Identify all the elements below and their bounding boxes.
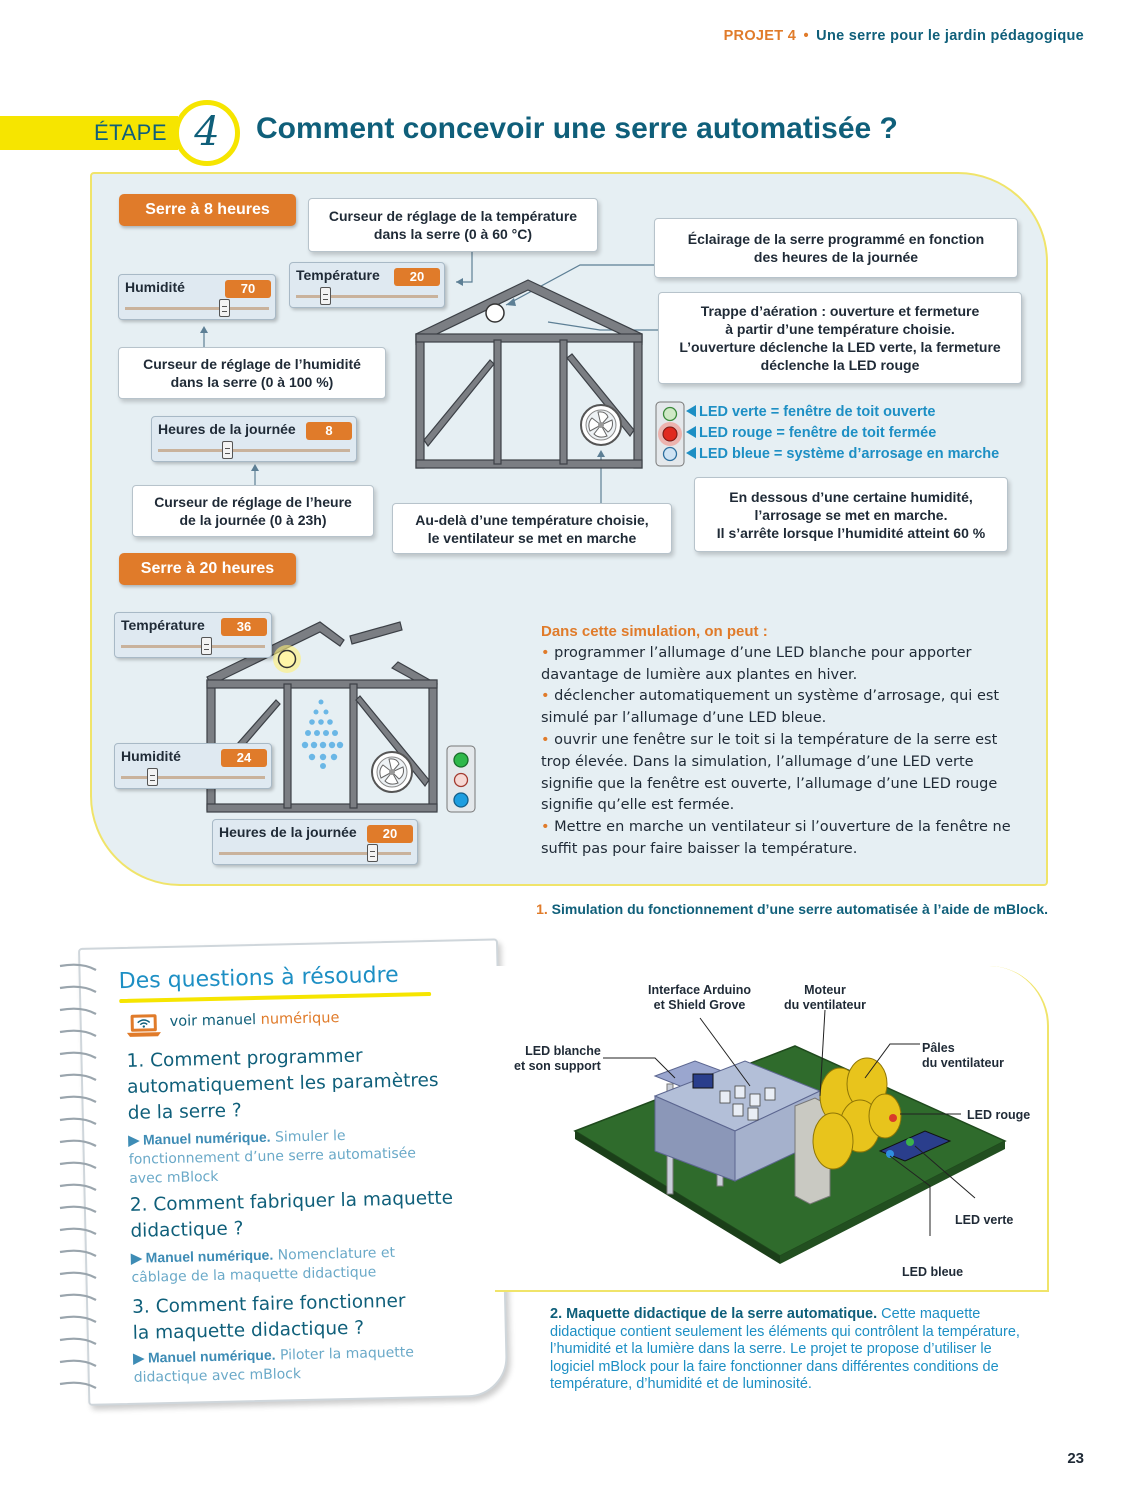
legend-text: LED verte = fenêtre de toit ouverte (699, 404, 936, 420)
pointer-icon (686, 447, 696, 459)
simulation-description (541, 621, 1017, 861)
callout-text: Au-delà d’une température choisie, le ventilateur se met en marche (415, 511, 649, 546)
voir-text: voir manuel (169, 1011, 257, 1030)
callout-hatch (658, 292, 1022, 384)
callout-text: Éclairage de la serre programmé en fonction des heures de la journée (687, 231, 985, 265)
project-subtitle: Une serre pour le jardin pédagogique (816, 28, 1084, 44)
caption-number: 2. (550, 1306, 563, 1322)
question-2: 2. Comment fabriquer la maquette didactique ? (129, 1187, 454, 1242)
humidity-slider-morning[interactable] (118, 274, 276, 320)
page-number: 23 (1067, 1450, 1084, 1467)
header-separator: • (803, 28, 809, 44)
bullet-text: Mettre en marche un ventilateur si l’ouverture de la fenêtre ne suffit pas pour faire baisser la température. (541, 819, 1011, 857)
callout-hour-cursor (132, 485, 374, 537)
simulation-bullet: • Mettre en marche un ventilateur si l’ouverture de la fenêtre ne suffit pas pour faire baisser la température. (541, 819, 1011, 857)
question-3: 3. Comment faire fonctionner la maquette didactique ? (131, 1290, 406, 1344)
led-legend-green (686, 404, 936, 420)
model-illustration (495, 966, 1049, 1292)
caption-bold: Maquette didactique de la serre automatique. (566, 1306, 878, 1322)
slider-track (296, 295, 438, 298)
water-drops-icon (302, 700, 343, 770)
slider-track (219, 852, 411, 855)
led-panel-morning (656, 402, 684, 466)
callout-text: Curseur de réglage de l’heure de la journée (0 à 23h) (154, 494, 352, 528)
figure2-caption (550, 1306, 1030, 1394)
callout-lighting (654, 218, 1018, 278)
legend-text: LED bleue = système d’arrosage en marche (699, 446, 1000, 462)
callout-text: Curseur de réglage de la température dans la serre (0 à 60 °C) (328, 208, 578, 242)
slider-track (121, 776, 265, 779)
slider-value: 70 (225, 280, 271, 298)
page-title: Comment concevoir une serre automatisée ? (256, 112, 898, 145)
slider-value: 24 (221, 749, 267, 767)
tag-serre-8h: Serre à 8 heures (119, 194, 296, 226)
simulation-bullet: • ouvrir une fenêtre sur le toit si la température de la serre est trop élevée. Dans la simulation, l’allumage d’une LED verte signifie que la fenêtre est ouverte, l’allumage d’une LED rouge signifie qu’elle est fermée. (541, 731, 998, 814)
slider-handle[interactable] (147, 768, 158, 786)
voir-manuel-link[interactable] (170, 1010, 340, 1030)
slider-label: Humidité (125, 279, 185, 295)
bullet-text: programmer l’allumage d’une LED blanche pour apporter davantage de lumière aux plantes en hiver. (541, 644, 972, 683)
step-label: ÉTAPE (94, 120, 168, 145)
label-blue-led: LED bleue (902, 1265, 964, 1279)
project-label: PROJET 4 (723, 28, 797, 44)
label-arduino: Interface Arduino et Shield Grove (648, 983, 752, 1012)
temperature-slider-morning[interactable] (289, 262, 445, 308)
link-text: Piloter la maquette didactique avec mBlock (133, 1344, 415, 1386)
temperature-slider-evening[interactable] (114, 612, 272, 658)
led-legend-blue (686, 446, 999, 462)
tag-serre-20h: Serre à 20 heures (119, 553, 296, 585)
label-blades: Pâles du ventilateur (922, 1041, 1004, 1070)
notebook-rings (52, 958, 102, 1403)
led-panel-evening (447, 746, 475, 812)
voir-highlight: numérique (260, 1010, 340, 1028)
callout-text: Curseur de réglage de l’humidité dans la serre (0 à 100 %) (143, 356, 361, 390)
questions-title: Des questions à résoudre (118, 962, 399, 995)
slider-label: Heures de la journée (219, 824, 357, 840)
slider-label: Heures de la journée (158, 421, 296, 437)
question-3-link[interactable]: ▶ Manuel numérique. Piloter la maquette didactique avec mBlock (133, 1344, 415, 1386)
link-text: Simuler le fonctionnement d’une serre automatisée avec mBlock (128, 1127, 417, 1187)
step-number-badge: 4 (174, 100, 240, 166)
slider-value: 20 (394, 268, 440, 286)
slider-handle[interactable] (367, 844, 378, 862)
title-underline (119, 992, 431, 1003)
callout-watering (694, 477, 1008, 552)
bullet-text: ouvrir une fenêtre sur le toit si la température de la serre est trop élevée. Dans la simulation, l’allumage d’une LED verte signifie que la fenêtre est ouverte, l’allumage d’une LED rouge signifie qu’elle est fermée. (541, 731, 998, 814)
slider-handle[interactable] (320, 287, 331, 305)
laptop-wifi-icon (125, 1012, 162, 1039)
humidity-slider-evening[interactable] (114, 743, 272, 789)
fan-evening-icon (372, 752, 412, 792)
label-white-led: LED blanche et son support (514, 1044, 601, 1073)
hours-slider-morning[interactable] (151, 416, 357, 462)
slider-handle[interactable] (219, 299, 230, 317)
callout-text: En dessous d’une certaine humidité, l’arrosage se met en marche. Il s’arrête lorsque l’humidité atteint 60 % (716, 488, 986, 541)
caption-number: 1. (536, 901, 548, 917)
bullet-text: déclencher automatiquement un système d’arrosage, qui est simulé par l’allumage d’une LED bleue. (541, 688, 1000, 727)
callout-fan (392, 503, 672, 554)
question-1: 1. Comment programmer automatiquement les paramètres de la serre ? (126, 1045, 439, 1124)
label-red-led: LED rouge (967, 1108, 1031, 1122)
question-1-link[interactable]: ▶ Manuel numérique. Simuler le fonctionnement d’une serre automatisée avec mBlock (128, 1127, 417, 1187)
slider-track (125, 307, 269, 310)
led-legend-red (686, 425, 936, 441)
slider-label: Température (296, 267, 380, 283)
pointer-icon (686, 426, 696, 438)
question-2-link[interactable]: ▶ Manuel numérique. Nomenclature et câblage de la maquette didactique (130, 1244, 396, 1286)
slider-handle[interactable] (201, 637, 212, 655)
figure1-caption (536, 901, 1048, 917)
slider-label: Humidité (121, 748, 181, 764)
simulation-heading: Dans cette simulation, on peut : (541, 623, 768, 640)
legend-text: LED rouge = fenêtre de toit fermée (699, 425, 937, 441)
label-green-led: LED verte (955, 1213, 1014, 1227)
simulation-bullet: • déclencher automatiquement un système d’arrosage, qui est simulé par l’allumage d’une LED bleue. (541, 688, 1000, 727)
slider-handle[interactable] (222, 441, 233, 459)
link-label: Manuel numérique. (147, 1346, 276, 1366)
pointer-icon (686, 405, 696, 417)
slider-value: 20 (367, 825, 413, 843)
slider-value: 8 (306, 422, 352, 440)
caption-text: Simulation du fonctionnement d’une serre automatisée à l’aide de mBlock. (551, 901, 1048, 917)
light-bulb-icon (486, 304, 504, 322)
light-bulb-on-icon (279, 651, 296, 668)
slider-label: Température (121, 617, 205, 633)
slider-value: 36 (221, 618, 267, 636)
slider-track (121, 645, 265, 648)
callout-text: Trappe d’aération : ouverture et fermeture à partir d’une température choisie. L’ouverture déclenche la LED verte, la fermeture déclenche la LED rouge (679, 303, 1001, 373)
label-motor: Moteur du ventilateur (784, 983, 866, 1012)
fan-icon (581, 405, 621, 445)
questions-notebook (78, 938, 508, 1405)
link-label: Manuel numérique. (142, 1128, 271, 1148)
hours-slider-evening[interactable] (212, 819, 418, 865)
slider-track (158, 449, 350, 452)
link-label: Manuel numérique. (145, 1246, 274, 1266)
link-text: Nomenclature et câblage de la maquette didactique (131, 1244, 396, 1286)
caption-text: Cette maquette didactique contient seulement les éléments qui contrôlent la température, l’humidité et la lumière dans la serre. Le projet te propose d’utiliser le logiciel mBlock pour la faire fonctionner dans différentes conditions de température, d’humidité et de luminosité. (550, 1306, 1020, 1392)
callout-humidity-cursor (118, 347, 386, 399)
callout-temperature-cursor (308, 198, 598, 252)
simulation-bullet: • programmer l’allumage d’une LED blanche pour apporter davantage de lumière aux plantes en hiver. (541, 644, 972, 683)
